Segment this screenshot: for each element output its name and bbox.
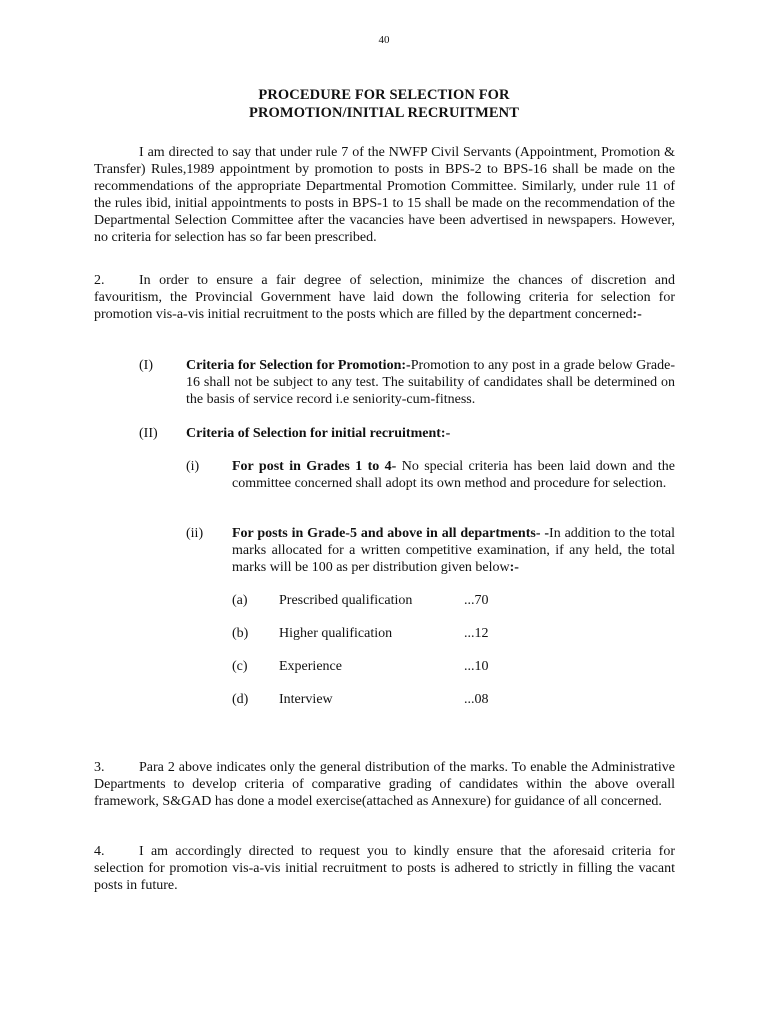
subcriteria-text: No special criteria has been laid down and the committee concerned shall adopt its own method and procedure for selection.	[232, 459, 675, 491]
paragraph-3-number: 3.	[94, 760, 105, 775]
paragraph-3	[94, 759, 675, 810]
criteria-body	[186, 357, 675, 408]
paragraph-2-tail: :-	[632, 307, 642, 322]
marks-value: ...70	[464, 593, 489, 608]
criteria-heading: Criteria of Selection for initial recruitment:-	[186, 426, 451, 441]
document-title	[94, 86, 674, 122]
marks-name: Interview	[279, 692, 333, 707]
paragraph-2-number: 2.	[94, 273, 105, 288]
marks-row	[232, 592, 532, 609]
marks-letter: (c)	[232, 659, 248, 674]
marks-name: Experience	[279, 659, 342, 674]
criteria-heading: Criteria for Selection for Promotion:-	[186, 358, 411, 373]
criteria-body	[186, 425, 675, 442]
marks-row	[232, 658, 532, 675]
title-line-1: PROCEDURE FOR SELECTION FOR	[258, 87, 510, 103]
marks-letter: (a)	[232, 593, 248, 608]
marks-row	[232, 691, 532, 708]
paragraph-4-number: 4.	[94, 844, 105, 859]
marks-value: ...08	[464, 692, 489, 707]
title-line-2: PROMOTION/INITIAL RECRUITMENT	[249, 105, 519, 121]
subcriteria-text: In addition to the total marks allocated for a written competitive examination, if any held, the total marks will be 100 as per distribution given below	[232, 526, 676, 575]
paragraph-4	[94, 843, 675, 894]
subcriteria-body	[232, 525, 675, 576]
paragraph-1: I am directed to say that under rule 7 of the NWFP Civil Servants (Appointment, Promotion & Transfer) Rules,1989 appointment by promotion to posts in BPS-2 to BPS-16 shall be made on the recommendations of the appropriate Departmental Promotion Committee. Similarly, under rule 11 of the rules ibid, initial appointments to posts in BPS-1 to 15 shall be made on the recommendation of the Departmental Selection Committee after the vacancies have been advertised in newspapers. However, no criteria for selection has so far been prescribed.	[94, 145, 675, 245]
subcriteria-label: (ii)	[186, 526, 204, 541]
marks-value: ...12	[464, 626, 489, 641]
marks-row	[232, 625, 532, 642]
marks-letter: (d)	[232, 692, 249, 707]
marks-letter: (b)	[232, 626, 249, 641]
subcriteria-label: (i)	[186, 459, 200, 474]
subcriteria-tail: :-	[509, 560, 519, 575]
marks-value: ...10	[464, 659, 489, 674]
marks-name: Prescribed qualification	[279, 593, 413, 608]
subcriteria-body	[232, 458, 675, 492]
criteria-text: Promotion to any post in a grade below Grade-16 shall not be subject to any test. The suitability of candidates shall be determined on the basis of service record i.e seniority-cum-fitness.	[186, 358, 676, 407]
marks-name: Higher qualification	[279, 626, 393, 641]
criteria-label: (II)	[139, 426, 158, 441]
subcriteria-heading: For posts in Grade-5 and above in all departments- -	[232, 526, 550, 541]
page-number: 40	[378, 34, 390, 46]
paragraph-3-text: Para 2 above indicates only the general distribution of the marks. To enable the Administrative Departments to develop criteria of comparative grading of candidates within the above overall framework, S&GAD has done a model exercise(attached as Annexure) for guidance of all concerned.	[94, 760, 675, 809]
paragraph-2	[94, 272, 675, 323]
paragraph-2-text: In order to ensure a fair degree of selection, minimize the chances of discretion and favouritism, the Provincial Government have laid down the following criteria for selection for promotion vis-a-vis initial recruitment to the posts which are filled by the department concerned	[94, 273, 675, 322]
criteria-label: (I)	[139, 358, 153, 373]
subcriteria-heading: For post in Grades 1 to 4-	[232, 459, 397, 474]
paragraph-4-text: I am accordingly directed to request you to kindly ensure that the aforesaid criteria for selection for promotion vis-a-vis initial recruitment to posts is adhered to strictly in filling the vacant posts in future.	[94, 844, 675, 893]
